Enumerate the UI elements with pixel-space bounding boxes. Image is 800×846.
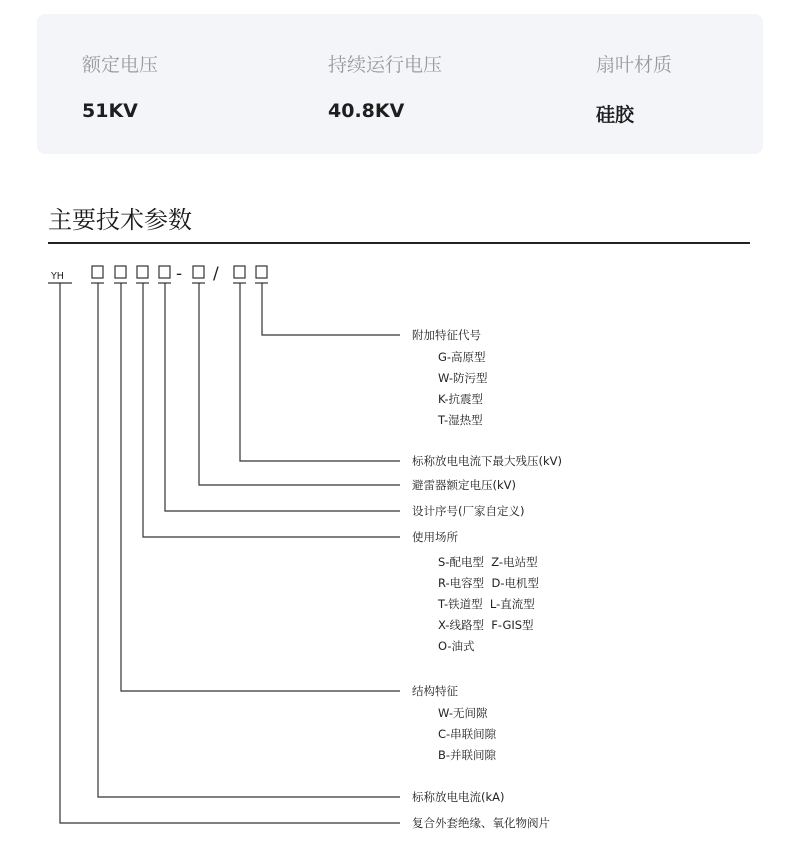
code-box (234, 266, 245, 278)
spec-label: 额定电压 (82, 54, 159, 76)
branch-option: X-线路型 F-GIS型 (438, 618, 534, 632)
code-box (115, 266, 126, 278)
code-dash: - (176, 264, 183, 284)
connector-line (165, 283, 400, 511)
connector-line (143, 283, 400, 537)
branch-option: O-油式 (438, 639, 475, 653)
branch-option: B-并联间隙 (438, 748, 497, 762)
spec-label: 扇叶材质 (596, 54, 673, 76)
code-box (137, 266, 148, 278)
code-slash: / (213, 264, 219, 284)
branch-title: 避雷器额定电压(kV) (412, 478, 516, 492)
connector-line (240, 283, 400, 461)
branch-title: 使用场所 (412, 530, 458, 544)
branch-title: 设计序号(厂家自定义) (412, 504, 525, 518)
branch-option: R-电容型 D-电机型 (438, 576, 539, 590)
branch-title: 结构特征 (412, 684, 458, 698)
code-prefix: YH (51, 271, 64, 282)
spec-value: 51KV (82, 100, 138, 122)
section-title: 主要技术参数 (48, 206, 192, 234)
branch-title: 复合外套绝缘、氧化物阀片 (412, 816, 550, 830)
code-box (256, 266, 267, 278)
code-box (193, 266, 204, 278)
connector-line (199, 283, 400, 485)
branch-option: G-高原型 (438, 350, 486, 364)
code-box (159, 266, 170, 278)
branch-title: 附加特征代号 (412, 328, 481, 342)
code-box (92, 266, 103, 278)
branch-option: T-湿热型 (438, 413, 483, 427)
branch-option: S-配电型 Z-电站型 (438, 555, 538, 569)
spec-label: 持续运行电压 (328, 54, 443, 76)
branch-option: K-抗震型 (438, 392, 483, 406)
branch-option: T-铁道型 L-直流型 (438, 597, 535, 611)
branch-title: 标称放电电流(kA) (412, 790, 505, 804)
connector-line (262, 283, 400, 335)
branch-option: C-串联间隙 (438, 727, 497, 741)
spec-value: 硅胶 (596, 104, 635, 126)
branch-option: W-无间隙 (438, 706, 488, 720)
branch-title: 标称放电电流下最大残压(kV) (412, 454, 562, 468)
branch-option: W-防污型 (438, 371, 488, 385)
connector-line (60, 283, 400, 823)
connector-line (121, 283, 400, 691)
spec-value: 40.8KV (328, 100, 405, 122)
